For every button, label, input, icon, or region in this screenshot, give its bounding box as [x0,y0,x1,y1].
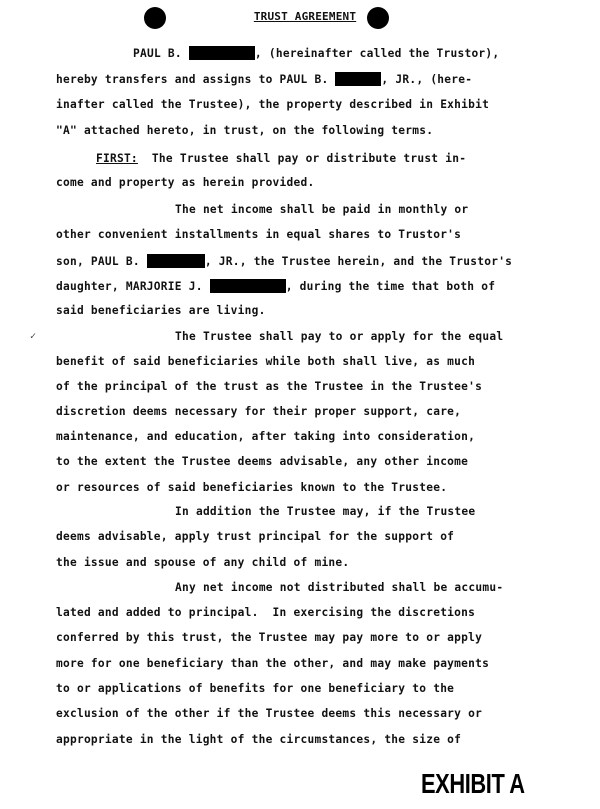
text-line [56,228,461,241]
line-text: The Trustee shall pay or distribute trust in- [137,152,467,165]
line-text: said beneficiaries are living. [56,304,266,317]
line-text: Any net income not distributed shall be accumu- [175,581,504,594]
line-text: PAUL B. [133,47,189,60]
line-text: come and property as herein provided. [56,176,315,189]
document-title: TRUST AGREEMENT [253,10,357,23]
text-line [56,405,461,418]
line-text: discretion deems necessary for their proper support, care, [56,405,462,418]
text-line [56,606,475,619]
text-line [175,203,468,216]
line-text: lated and added to principal. In exercising the discretions [56,606,476,619]
line-text: to or applications of benefits for one beneficiary to the [56,682,455,695]
text-line [56,72,472,86]
line-text: hereby transfers and assigns to PAUL B. [56,73,336,86]
text-line [56,707,482,720]
line-text: "A" attached hereto, in trust, on the following terms. [56,124,434,137]
line-text: deems advisable, apply trust principal for the support of [56,530,455,543]
line-text: or resources of said beneficiaries known to the Trustee. [56,481,448,494]
line-text: of the principal of the trust as the Trustee in the Trustee's [56,380,483,393]
text-line [56,98,489,111]
line-text: , JR., the Trustee herein, and the Trustor's [204,255,513,268]
text-line [96,152,466,165]
line-text: to the extent the Trustee deems advisable, any other income [56,455,469,468]
margin-mark: ✓ [30,331,37,342]
text-line [56,124,433,137]
redaction-box [147,254,205,268]
line-text: exclusion of the other if the Trustee deems this necessary or [56,707,483,720]
text-line [56,631,482,644]
line-text: more for one beneficiary than the other, and may make payments [56,657,490,670]
text-line [175,505,475,518]
exhibit-stamp: EXHIBIT A [421,768,525,799]
text-line [56,279,495,293]
text-line [56,176,314,189]
line-text: other convenient installments in equal shares to Trustor's [56,228,462,241]
line-text: daughter, MARJORIE J. [56,280,210,293]
line-text: the issue and spouse of any child of mine. [56,556,350,569]
text-line [56,355,475,368]
line-text: The net income shall be paid in monthly or [175,203,469,216]
text-line [56,304,266,317]
text-line [56,733,461,746]
line-text: appropriate in the light of the circumstances, the size of [56,733,462,746]
line-text: son, PAUL B. [56,255,147,268]
text-line [56,254,512,268]
text-line [56,530,454,543]
line-text: inafter called the Trustee), the property described in Exhibit [56,98,490,111]
text-line [56,481,447,494]
text-line [56,682,454,695]
line-text: In addition the Trustee may, if the Trustee [175,505,476,518]
line-text: The Trustee shall pay to or apply for the equal [175,330,504,343]
line-text: , (hereinafter called the Trustor), [254,47,500,60]
text-line [56,430,475,443]
line-text: conferred by this trust, the Trustee may pay more to or apply [56,631,483,644]
line-text: , during the time that both of [285,280,496,293]
text-line [175,330,503,343]
text-line [56,556,349,569]
text-line [56,380,482,393]
line-text: benefit of said beneficiaries while both shall live, as much [56,355,476,368]
section-heading-first: FIRST: [96,152,138,165]
redaction-box [189,46,255,60]
line-text: , JR., (here- [381,73,473,86]
text-line [175,581,503,594]
line-text: maintenance, and education, after taking into consideration, [56,430,476,443]
text-line [56,657,489,670]
redaction-box [210,279,286,293]
text-line [56,455,468,468]
redaction-box [335,72,381,86]
text-line [133,46,499,60]
